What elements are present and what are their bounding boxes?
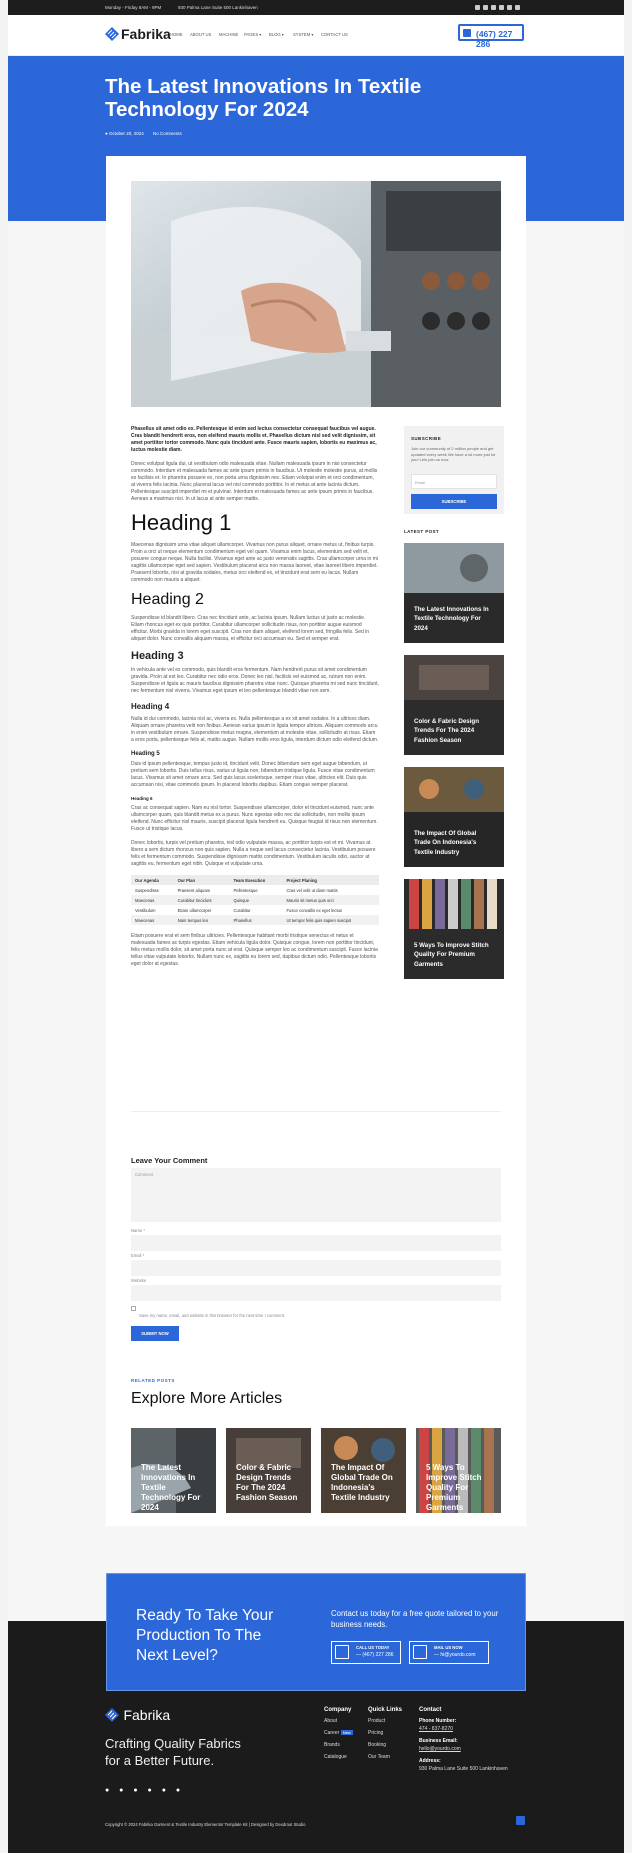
nav-blog[interactable]: BLOG ▾	[269, 32, 284, 37]
comment-count[interactable]: No Comments	[153, 131, 182, 136]
related-card-title: 5 Ways To Improve Stitch Quality For Premium Garments	[426, 1463, 482, 1512]
phone-icon	[463, 29, 471, 37]
table-row	[131, 905, 379, 915]
paragraph: In vehicula ante vel ex commodo, quis blandit eros fermentum. Nam hendrerit purus sit amet condimentum gravida. Proin at est leo. Curabitur nec odio eros. Donec leo nisl, facilisis vel euismod ac, rutrum non enim. Suspendisse et ligula ac mauris faucibus dignissim pharetra vitae nunc. Quisque pharetra mi sed nunc tincidunt, nec fermentum nisl viverra. Vivamus eget ipsum et leo pellentesque blandit vitae non sem.	[131, 667, 379, 694]
cta-subtitle: Contact us today for a free quote tailored to your business needs.	[331, 1609, 499, 1629]
logo-icon[interactable]	[105, 27, 119, 41]
footer-phone[interactable]: 474 - 837-8270	[419, 1726, 453, 1732]
page-title: The Latest Innovations In Textile Technology For 2024	[105, 75, 422, 121]
table-cell: Curabitur	[233, 907, 251, 913]
paragraph: Etiam posuere erat et sem finibus ultricies. Pellentesque habitant morbi tristique senectus et netus et malesuada fames ac turpis egestas. Etiam vehicula ligula dolor. Quisque congue, lorem non porttitor tincidunt, felis metus mollis dolor, sit amet porta nunc at erat. Quisque semper leo ac condimentum suscipit. Fusce lacinia tellus vitae vulputate lobortis. Nullam nunc ex, sagittis eu lorem sed, dapibus dictum odio. Pellentesque lobortis eget dolor at egestas.	[131, 933, 378, 967]
table-header: Project Planing	[282, 875, 379, 885]
table-cell: Praesent aliquam	[177, 887, 211, 893]
table-cell: Curabitur tincidunt	[174, 895, 230, 905]
footer-col-title: Contact	[419, 1707, 442, 1713]
post-title: The Impact Of Global Trade On Indonesia's Textile Industry	[414, 829, 477, 856]
footer-link[interactable]: Our Team	[368, 1754, 390, 1760]
paragraph: Maecenas dignissim urna vitae aliquet ullamcorper. Vivamus non purus aliquet, ornare metus ut, finibus turpis. Proin a orci ut neque elementum condimentum eget vel quam. Vivamus enim lacus, elementum sed velit et, posuere congue neque. Nulla facilisi. Vivamus eget ante ac justo venenatis sagittis. Cras ullamcorper urna in mi sagittis ullamcorper eget sed sapien. Vestibulum placerat arcu non massa laoreet, vitae laoreet libero imperdiet. Praesent lobortis, nisi at gravida sodales, metus orci eleifend ex, et tincidunt erat sem eu lacus. Nullam commodo non mauris a aliquet.	[131, 542, 378, 583]
heading-6: Heading 6	[131, 796, 153, 801]
mail-us-box[interactable]	[409, 1641, 489, 1664]
table-cell: Maecenas	[131, 895, 174, 905]
post-meta	[105, 131, 182, 136]
divider	[131, 1111, 501, 1112]
heading-4: Heading 4	[131, 702, 170, 711]
post-title: 5 Ways To Improve Stitch Quality For Premium Garments	[414, 941, 489, 968]
nav-machine[interactable]: MACHINE	[219, 32, 239, 37]
footer-col-title: Quick Links	[368, 1707, 403, 1713]
footer-logo-text: Fabrika	[123, 1706, 171, 1723]
tiktok-icon[interactable]	[499, 5, 504, 10]
table-row	[131, 895, 379, 905]
new-badge: New	[342, 1730, 351, 1735]
scroll-top-button[interactable]	[516, 1816, 525, 1825]
post-date: October 20, 2024	[108, 131, 144, 136]
article-body	[131, 426, 379, 975]
table-cell: Vestibulum	[135, 907, 156, 913]
submit-button[interactable]: SUBMIT NOW	[131, 1326, 179, 1341]
paragraph: Duis id ipsum pellentesque, tempus justo id, tincidunt velit. Donec bibendum sem eget augue bibendum, ut pretium sem lobortis. Duis tellus risus, varius ut ligula non, bibendum tristique ligula. Fusce vitae condimentum lacus. Vivamus sit amet ornare arcu. Sed quis lacus scelerisque, semper risus vitae, ultricies elit. Duis quis accumsan nisi, vitae commodo ipsum. In placerat lobortis dapibus. Etiam congue semper placerat.	[131, 761, 375, 788]
phone-number: (467) 227 286	[476, 28, 513, 49]
related-card-title: Color & Fabric Design Trends For The 2024 Fashion Season	[236, 1463, 298, 1502]
footer-company	[324, 1707, 353, 1766]
latest-post-card[interactable]	[404, 879, 504, 979]
footer-col-title: Company	[324, 1707, 352, 1713]
table-header: Team Execution	[229, 875, 282, 885]
related-card-title: The Impact Of Global Trade On Indonesia's Textile Industry	[331, 1463, 393, 1502]
footer-social-icons[interactable]: ● ● ● ● ● ●	[105, 1787, 185, 1794]
paragraph: Cras ac consequat sapien. Nam eu nisl tortor. Suspendisse ullamcorper, dolor et tincidunt euismod, nunc ante ullamcorper quam, quis blandit metus ex a purus. Nunc egestas odio nec dui sollicitudin, non mollis ipsum eleifend. Nunc efficitur nisl mauris, suscipit placerat ligula hendrerit eu. Quisque feugiat id risus non elementum. Fusce ut tristique lacus.	[131, 805, 378, 832]
footer-link[interactable]: Pricing	[368, 1730, 384, 1736]
footer-contact	[419, 1707, 508, 1778]
consent-checkbox[interactable]	[131, 1306, 136, 1311]
phone-button[interactable]	[458, 24, 524, 49]
facebook-icon[interactable]	[475, 5, 480, 10]
subscribe-text: Join our community of 2 million people and get updated every week We have a lot more just for you! Lets join us now	[411, 446, 496, 462]
table-header: Our Plan	[174, 875, 230, 885]
table-cell: Nam tempus leo	[174, 915, 230, 925]
table-cell: Maecenas	[131, 915, 174, 925]
mail-icon	[413, 1645, 427, 1659]
heading-1: Heading 1	[131, 510, 232, 535]
table-cell: Ut tempor felis quis sapien suscipit	[282, 915, 379, 925]
nav-contact[interactable]: CONTACT US	[321, 32, 348, 37]
name-input[interactable]	[131, 1235, 501, 1251]
linkedin-icon[interactable]	[515, 5, 520, 10]
website-input[interactable]	[131, 1285, 501, 1301]
hours-text: Monday - Friday 8AM - 9PM	[105, 5, 162, 10]
call-us-box[interactable]	[331, 1641, 401, 1664]
footer-tagline: Crafting Quality Fabrics for a Better Future.	[105, 1736, 241, 1768]
related-label: RELATED POSTS	[131, 1378, 175, 1383]
related-card[interactable]	[226, 1428, 311, 1513]
email-input[interactable]: Email	[411, 474, 497, 489]
comment-title: Leave Your Comment	[131, 1156, 208, 1165]
x-icon[interactable]	[507, 5, 512, 10]
email-label: Email *	[131, 1253, 145, 1258]
logo-icon	[105, 1708, 119, 1722]
cta-title: Ready To Take Your Production To The Next Level?	[136, 1607, 274, 1664]
table-cell: Mauris sit metus quis orci	[282, 895, 379, 905]
mail-label: MAIL US NOW	[434, 1645, 463, 1650]
cta-banner	[106, 1573, 526, 1691]
nav-home[interactable]: HOME	[170, 32, 183, 37]
table-cell: Phasellus	[229, 915, 282, 925]
heading-2: Heading 2	[131, 591, 204, 608]
table-cell: Fusce convallis ex eget lectus	[286, 907, 343, 913]
phone-label: Phone Number:	[419, 1718, 457, 1724]
paragraph: Suspendisse id blandit libero. Cras nec tincidunt ante, ac lacinia ipsum. Nullam luctus ut justo ac molestie. Etiam rhoncus eget ex quis porttitor. Curabitur ullamcorper sollicitudin risus, non porttitor augue euismod efficitur. Morbi gravida in lorem eget suscipit. Cras non diam aliquet, eleifend lorem sed, fringilla felis. Sed in aliquet dolor. Nunc convallis aliquam massa, et efficitur orci accumsan eu. Sed et semper erat.	[131, 615, 370, 642]
subscribe-button[interactable]: SUBSCRIBE	[411, 494, 497, 509]
footer-link[interactable]: Brands	[324, 1742, 340, 1748]
phone-icon	[335, 1645, 349, 1659]
article-card	[106, 156, 526, 1526]
youtube-icon[interactable]	[483, 5, 488, 10]
table-cell: Suspendisse	[135, 887, 159, 893]
latest-post-card[interactable]	[404, 655, 504, 755]
paragraph: Nulla id dui commodo, lacinia nisl ac, viverra ex. Nulla pellentesque a ex sit amet sodales. In a ultrices diam. Aliquam ornare pharetra velit non finibus. Aenean varius ipsum in ligula tempor ultrices. Aliquam commodo arcu in enim vestibulum ornare. Suspendisse metus magna, elementum at molestie vitae, sollicitudin at risus. Etiam a eros porta, pellentesque felis at, mattis augue. Nullam mollis eros ligula, interdum dictum odio eleifend dictum.	[131, 716, 379, 743]
call-label: CALL US TODAY	[356, 1645, 390, 1650]
footer-link-career[interactable]: Career New	[324, 1730, 351, 1736]
footer-link[interactable]: Booking	[368, 1742, 387, 1748]
paragraph: Donec volutpat ligula dui, ut vestibulum odio malesuada vitae. Nullam malesuada ipsum in nisi consectetur commodo. Interdum et malesuada fames ac ante ipsum primis in faucibus. Ut molestie molestie purus, at mollis ex facilisis et. In pharetra posuere ex, non porta urna dignissim nec. Etiam volutpat enim et orci condimentum, at viverra felis lacinia. Nunc placerat lacus vel nisl commodo porttitor. In et metus at ante lacinia dictum. Pellentesque suscipit imperdiet mi et pulvinar. Interdum et malesuada fames ac ante ipsum primis in faucibus. Aenean a maximus nisi. In ut lacus at ante semper mattis.	[131, 461, 378, 502]
heading-5: Heading 5	[131, 751, 160, 757]
latest-post-card[interactable]	[404, 767, 504, 867]
email-input[interactable]	[131, 1260, 501, 1276]
related-card[interactable]	[321, 1428, 406, 1513]
copyright: Copyright © 2024 Fabrika Garment & Textile Industry Elementor Template Kit | Designed by Dexdrout Studio	[105, 1822, 306, 1827]
table-cell: Pellentesque	[233, 887, 258, 893]
table-cell: Quisque	[229, 895, 282, 905]
footer-link[interactable]: About	[324, 1718, 338, 1724]
mail-value: — hi@yourdo.com	[434, 1652, 476, 1658]
related-card-title: The Latest Innovations In Textile Technology For 2024	[141, 1463, 201, 1512]
top-bar	[8, 0, 624, 15]
site-header	[8, 15, 624, 56]
table-header-row	[131, 875, 379, 885]
featured-image	[131, 181, 501, 407]
table-cell: Etiam ullamcorper	[177, 907, 212, 913]
table-row	[131, 915, 379, 925]
latest-post-label: LATEST POST	[404, 529, 440, 534]
footer-logo[interactable]	[105, 1706, 170, 1724]
related-card[interactable]	[131, 1428, 216, 1513]
footer-link[interactable]: Product	[368, 1718, 386, 1724]
consent-text: Save my name, email, and website in this browser for the next time I comment.	[139, 1313, 286, 1318]
nav-about[interactable]: ABOUT US	[190, 32, 212, 37]
footer-link[interactable]: Catalogue	[324, 1754, 347, 1760]
nav-system[interactable]: SYSTEM ▾	[293, 32, 314, 37]
comment-textarea[interactable]: Comment	[131, 1168, 501, 1222]
nav-pages[interactable]: PAGES ▾	[244, 32, 262, 37]
table-cell: Cras vel velit ut diam mattis	[286, 887, 338, 893]
footer-address: 930 Palma Lane Suite 500 Lankinhaven	[419, 1766, 508, 1772]
table-header: Our Agenda	[131, 875, 174, 885]
name-label: Name *	[131, 1228, 145, 1233]
latest-post-card[interactable]	[404, 543, 504, 643]
subscribe-label: SUBSCRIBE	[411, 436, 442, 441]
related-card[interactable]	[416, 1428, 501, 1513]
lead-paragraph: Phasellus sit amet odio ex. Pellentesque id enim sed lectus consectetur consequat faucibus vel augue. Cras blandit hendrerit eros, non eleifend mauris mollis et. Phasellus dictum nisl sed velit dignissim, sit amet porttitor tortor commodo. Nunc quis tincidunt ante. Fusce mauris sapien, lobortis eu maximus ac, luctus molestie diam.	[131, 426, 377, 453]
footer-email[interactable]: hello@yourdo.com	[419, 1746, 461, 1752]
logo-text[interactable]: Fabrika	[121, 26, 171, 42]
email-label: Business Email:	[419, 1738, 458, 1744]
address-text: 930 Palma Lane Suite 500 Lankinhaven	[178, 5, 258, 10]
related-title: Explore More Articles	[131, 1390, 283, 1407]
instagram-icon[interactable]	[491, 5, 496, 10]
website-label: Website	[131, 1278, 147, 1283]
table-row	[131, 885, 379, 895]
call-value: — (467) 227 286	[356, 1652, 394, 1658]
heading-3: Heading 3	[131, 650, 184, 662]
address-label: Address:	[419, 1758, 441, 1764]
data-table	[131, 875, 379, 925]
post-title: The Latest Innovations In Textile Technology For 2024	[414, 605, 489, 632]
post-title: Color & Fabric Design Trends For The 2024 Fashion Season	[414, 717, 479, 744]
subscribe-widget	[404, 426, 504, 514]
clock-icon: ●	[105, 131, 108, 136]
paragraph: Donec lobortis, turpis vel pretium pharetra, nisl odio vulputate massa, ac porttitor turpis est et mi. Vivamus at libero a sem dictum rhoncus non quis sapien. Nulla a neque sed lacus consectetur lacinia. Vestibulum posuere felis et fermentum commodo. Suspendisse dignissim mattis condimentum. Vestibulum iaculis odio, auctor at sagittis eu, fermentum eget nibh. Quisque et vulputate urna.	[131, 840, 376, 867]
footer-quick-links	[368, 1707, 402, 1766]
page	[8, 0, 624, 1853]
